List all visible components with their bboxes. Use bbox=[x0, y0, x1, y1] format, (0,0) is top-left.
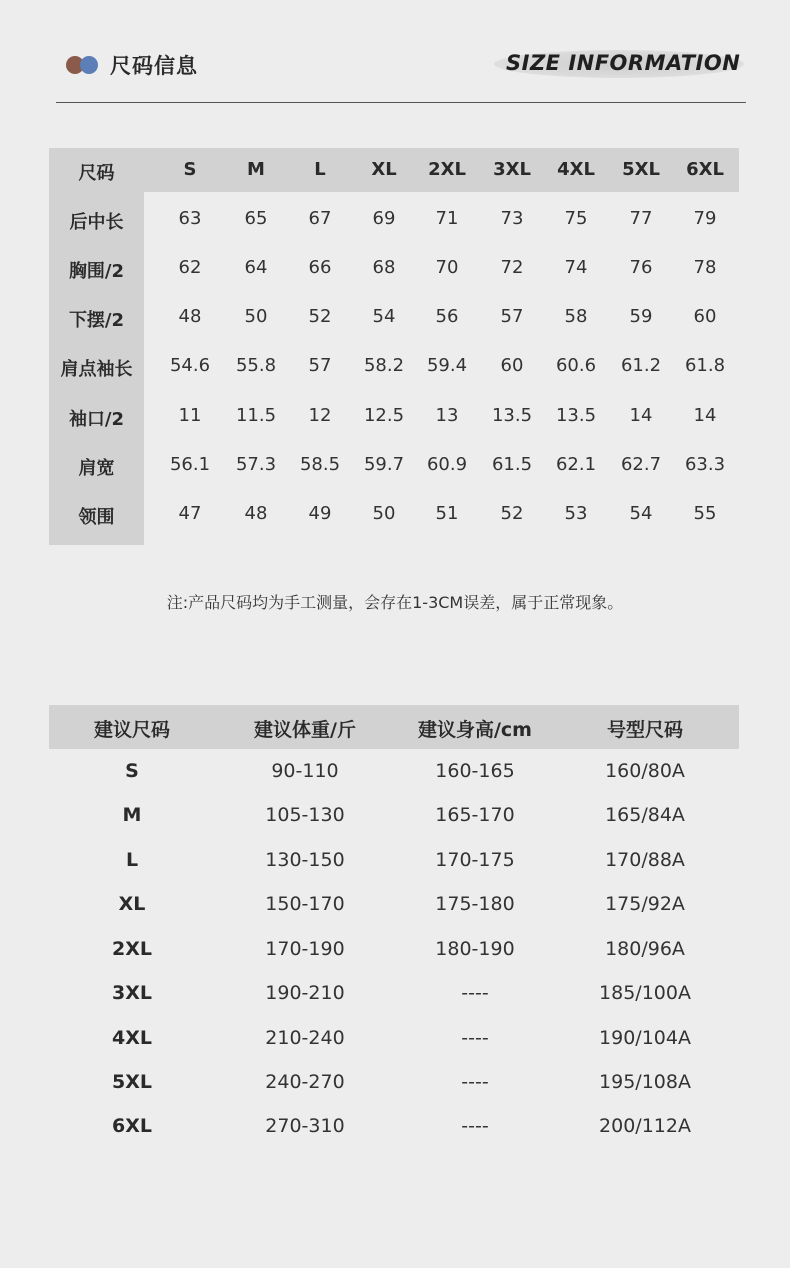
size-column-header: L bbox=[314, 159, 326, 180]
size-column-header: 6XL bbox=[686, 159, 724, 180]
measurement-cell: 62 bbox=[178, 257, 202, 278]
measurement-row-label: 下摆/2 bbox=[68, 310, 125, 331]
measurement-cell: 69 bbox=[372, 208, 396, 229]
measurement-cell: 74 bbox=[564, 257, 588, 278]
measurement-cell: 51 bbox=[435, 503, 459, 524]
size-column-header: 5XL bbox=[622, 159, 660, 180]
measurement-cell: 47 bbox=[178, 503, 202, 524]
recommend-cell: 170-175 bbox=[435, 849, 515, 871]
measurement-cell: 65 bbox=[244, 208, 268, 229]
measurement-cell: 60 bbox=[500, 355, 524, 376]
measurement-cell: 54.6 bbox=[169, 355, 211, 376]
measurement-row-label: 后中长 bbox=[69, 212, 124, 233]
measurement-cell: 55.8 bbox=[235, 355, 277, 376]
measurement-cell: 58.5 bbox=[299, 454, 341, 475]
measurement-cell: 54 bbox=[372, 306, 396, 327]
measurement-cell: 66 bbox=[308, 257, 332, 278]
measurement-cell: 59.4 bbox=[426, 355, 468, 376]
recommend-column-header: 建议身高/cm bbox=[417, 719, 532, 741]
recommend-cell: ---- bbox=[461, 982, 489, 1004]
measurement-cell: 79 bbox=[693, 208, 717, 229]
measurement-cell: 50 bbox=[244, 306, 268, 327]
measurement-cell: 76 bbox=[629, 257, 653, 278]
recommend-cell: ---- bbox=[461, 1027, 489, 1049]
blue-dot-icon bbox=[80, 56, 98, 74]
recommend-size-label: XL bbox=[118, 893, 146, 915]
measurement-cell: 64 bbox=[244, 257, 268, 278]
recommend-cell: 130-150 bbox=[265, 849, 345, 871]
recommend-cell: 180-190 bbox=[435, 938, 515, 960]
measurement-cell: 78 bbox=[693, 257, 717, 278]
measurement-cell: 52 bbox=[500, 503, 524, 524]
recommend-cell: 270-310 bbox=[265, 1115, 345, 1137]
recommend-cell: ---- bbox=[461, 1115, 489, 1137]
size-column-header: 4XL bbox=[557, 159, 595, 180]
recommend-cell: 175-180 bbox=[435, 893, 515, 915]
recommend-cell: 240-270 bbox=[265, 1071, 345, 1093]
measurement-cell: 67 bbox=[308, 208, 332, 229]
measurement-cell: 14 bbox=[693, 405, 717, 426]
page-title-en-badge bbox=[494, 48, 744, 80]
size-table-corner-label: 尺码 bbox=[78, 163, 115, 184]
recommend-cell: 160/80A bbox=[605, 760, 685, 782]
measurement-cell: 60.6 bbox=[555, 355, 597, 376]
recommend-cell: 170/88A bbox=[605, 849, 685, 871]
recommend-size-label: 3XL bbox=[112, 982, 152, 1004]
measurement-cell: 63 bbox=[178, 208, 202, 229]
measurement-cell: 52 bbox=[308, 306, 332, 327]
size-column-header: S bbox=[183, 159, 197, 180]
measurement-cell: 12 bbox=[308, 405, 332, 426]
page-title-en: SIZE INFORMATION bbox=[506, 51, 741, 75]
measurement-row-label: 胸围/2 bbox=[68, 261, 125, 282]
measurement-cell: 60 bbox=[693, 306, 717, 327]
recommend-column-header: 建议体重/斤 bbox=[254, 719, 356, 741]
recommend-cell: ---- bbox=[461, 1071, 489, 1093]
measurement-cell: 68 bbox=[372, 257, 396, 278]
measurement-cell: 70 bbox=[435, 257, 459, 278]
size-column-header: XL bbox=[371, 159, 397, 180]
measurement-cell: 60.9 bbox=[426, 454, 468, 475]
page-title-cn: 尺码信息 bbox=[110, 54, 198, 78]
measurement-cell: 56 bbox=[435, 306, 459, 327]
measurement-cell: 49 bbox=[308, 503, 332, 524]
measurement-cell: 50 bbox=[372, 503, 396, 524]
measurement-cell: 13.5 bbox=[555, 405, 597, 426]
recommend-cell: 195/108A bbox=[599, 1071, 691, 1093]
measurement-cell: 14 bbox=[629, 405, 653, 426]
measurement-cell: 48 bbox=[178, 306, 202, 327]
measurement-cell: 71 bbox=[435, 208, 459, 229]
size-column-header: 2XL bbox=[428, 159, 466, 180]
measurement-cell: 58.2 bbox=[363, 355, 405, 376]
measurement-cell: 12.5 bbox=[363, 405, 405, 426]
measurement-cell: 73 bbox=[500, 208, 524, 229]
measurement-row-label: 肩宽 bbox=[78, 458, 115, 479]
recommend-size-label: 6XL bbox=[112, 1115, 152, 1137]
size-column-header: M bbox=[247, 159, 265, 180]
measurement-cell: 11 bbox=[178, 405, 202, 426]
measurement-cell: 54 bbox=[629, 503, 653, 524]
recommend-size-label: 5XL bbox=[112, 1071, 152, 1093]
recommend-column-header: 建议尺码 bbox=[93, 719, 170, 741]
measurement-row-label: 领围 bbox=[78, 507, 115, 528]
recommend-cell: 190-210 bbox=[265, 982, 345, 1004]
measurement-cell: 61.8 bbox=[684, 355, 726, 376]
brand-dots-icon bbox=[66, 56, 100, 76]
header-divider bbox=[56, 102, 746, 103]
recommend-cell: 200/112A bbox=[599, 1115, 691, 1137]
measurement-cell: 75 bbox=[564, 208, 588, 229]
measurement-cell: 77 bbox=[629, 208, 653, 229]
recommend-cell: 210-240 bbox=[265, 1027, 345, 1049]
recommend-size-label: 4XL bbox=[112, 1027, 152, 1049]
measurement-cell: 72 bbox=[500, 257, 524, 278]
recommend-cell: 185/100A bbox=[599, 982, 691, 1004]
measurement-cell: 13 bbox=[435, 405, 459, 426]
measurement-cell: 63.3 bbox=[684, 454, 726, 475]
recommend-size-label: 2XL bbox=[112, 938, 152, 960]
measurement-cell: 57.3 bbox=[235, 454, 277, 475]
recommend-cell: 170-190 bbox=[265, 938, 345, 960]
recommend-cell: 165/84A bbox=[605, 804, 685, 826]
header bbox=[0, 0, 790, 104]
measurement-row-label: 袖口/2 bbox=[68, 409, 125, 430]
measurement-cell: 59.7 bbox=[363, 454, 405, 475]
recommend-column-header: 号型尺码 bbox=[606, 719, 683, 741]
size-column-header: 3XL bbox=[493, 159, 531, 180]
measurement-row-label: 肩点袖长 bbox=[60, 359, 133, 380]
measurement-cell: 53 bbox=[564, 503, 588, 524]
measurement-cell: 59 bbox=[629, 306, 653, 327]
measurement-cell: 61.5 bbox=[491, 454, 533, 475]
measurement-cell: 58 bbox=[564, 306, 588, 327]
recommend-cell: 180/96A bbox=[605, 938, 685, 960]
measurement-cell: 11.5 bbox=[235, 405, 277, 426]
recommend-cell: 90-110 bbox=[271, 760, 339, 782]
measurement-cell: 48 bbox=[244, 503, 268, 524]
recommend-cell: 165-170 bbox=[435, 804, 515, 826]
recommend-size-label: S bbox=[125, 760, 139, 782]
recommend-cell: 160-165 bbox=[435, 760, 515, 782]
measurement-cell: 55 bbox=[693, 503, 717, 524]
recommend-cell: 190/104A bbox=[599, 1027, 691, 1049]
recommend-size-label: L bbox=[125, 849, 139, 871]
measurement-cell: 62.7 bbox=[620, 454, 662, 475]
measurement-cell: 57 bbox=[500, 306, 524, 327]
recommend-cell: 175/92A bbox=[605, 893, 685, 915]
measurement-cell: 13.5 bbox=[491, 405, 533, 426]
measurement-note: 注:产品尺码均为手工测量，会存在1-3CM误差，属于正常现象。 bbox=[166, 593, 624, 612]
measurement-cell: 62.1 bbox=[555, 454, 597, 475]
measurement-cell: 57 bbox=[308, 355, 332, 376]
measurement-cell: 56.1 bbox=[169, 454, 211, 475]
recommend-cell: 150-170 bbox=[265, 893, 345, 915]
recommend-cell: 105-130 bbox=[265, 804, 345, 826]
recommend-size-label: M bbox=[122, 804, 142, 826]
measurement-cell: 61.2 bbox=[620, 355, 662, 376]
